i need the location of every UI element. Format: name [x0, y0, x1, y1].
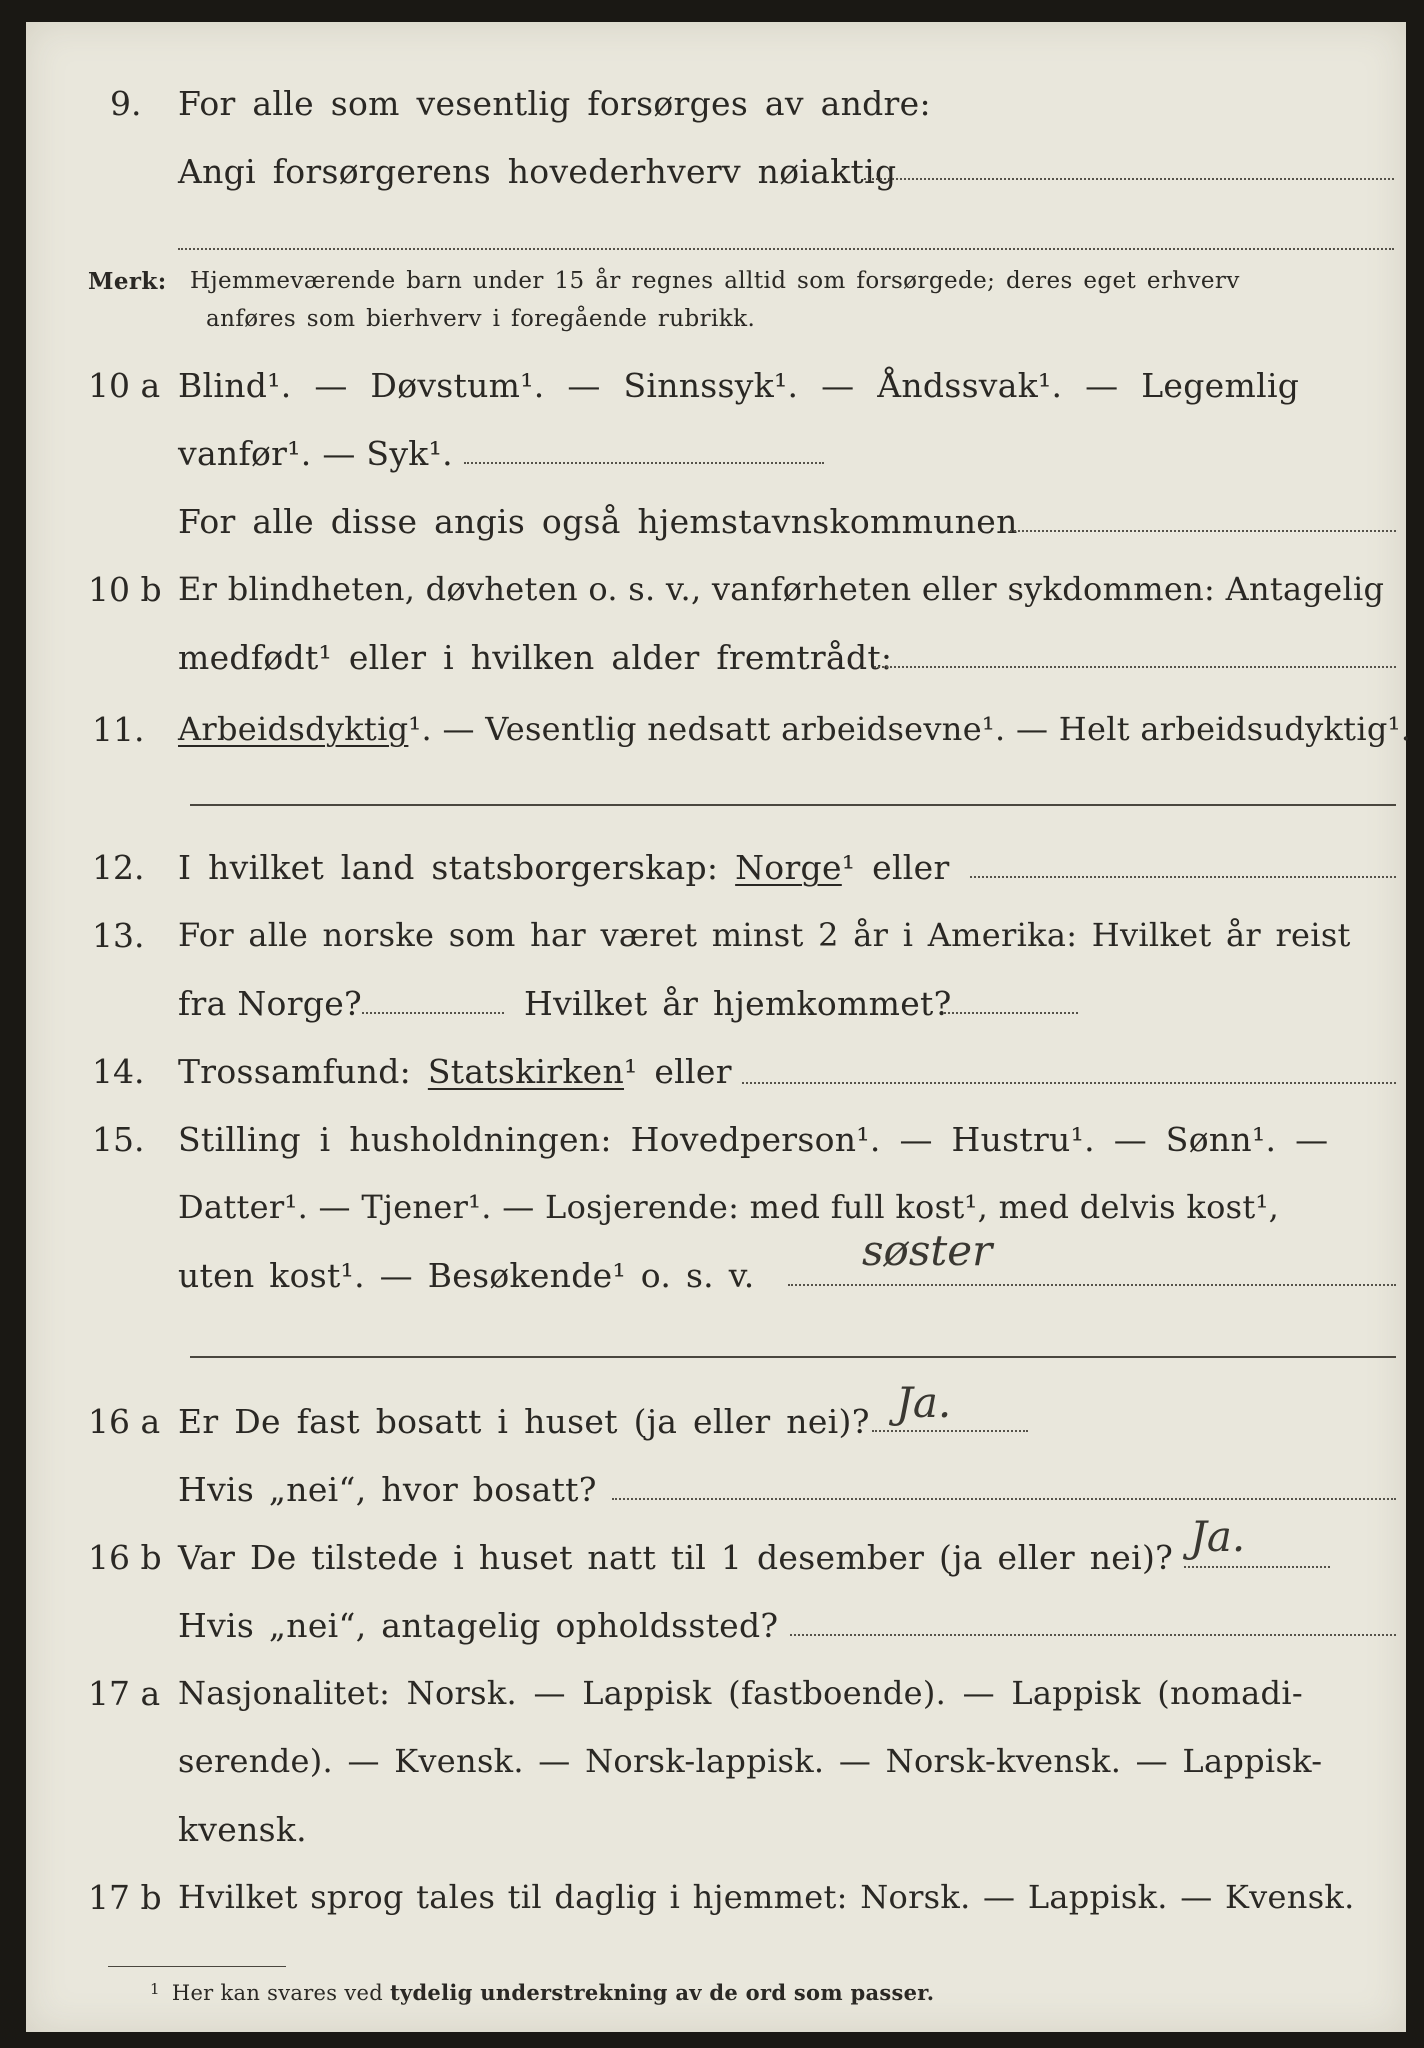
q13-line2b: Hvilket år hjemkommet?	[524, 984, 952, 1023]
answer-line	[790, 1634, 1396, 1636]
q9-line1: For alle som vesentlig forsørges av andre:	[178, 84, 931, 123]
answer-line	[178, 248, 1394, 250]
q12-line	[178, 848, 950, 887]
answer-line	[1010, 530, 1396, 532]
q11-line	[178, 710, 1411, 748]
question-number: 16 b	[88, 1538, 162, 1577]
q13-line1: For alle norske som har været minst 2 år i Amerika: Hvilket år reist	[178, 916, 1351, 954]
merk-line2: anføres som bierhverv i foregående rubrikk.	[206, 306, 756, 332]
q16b-line2: Hvis „nei“, antagelig opholdssted?	[178, 1606, 779, 1645]
answer-line	[874, 666, 1396, 668]
handwritten-answer: Ja.	[1190, 1512, 1246, 1561]
merk-line1: Hjemmeværende barn under 15 år regnes alltid som forsørgede; deres eget erhverv	[190, 268, 1240, 294]
q13-line2a: fra Norge?	[178, 984, 363, 1023]
answer-line	[944, 1012, 1078, 1014]
answer-line	[190, 1356, 1396, 1358]
question-number: 10 a	[88, 366, 161, 405]
answer-line	[788, 1284, 1396, 1286]
handwritten-answer: søster	[862, 1226, 993, 1275]
q15-line1: Stilling i husholdningen: Hovedperson¹. — Hustru¹. — Sønn¹. —	[178, 1120, 1329, 1159]
question-number: 12.	[92, 848, 145, 887]
q17a-line2: serende). — Kvensk. — Norsk-lappisk. — Norsk-kvensk. — Lappisk-	[178, 1742, 1323, 1780]
q16a-line2: Hvis „nei“, hvor bosatt?	[178, 1470, 597, 1509]
footnote	[150, 1980, 934, 2005]
census-form-page	[26, 22, 1412, 2032]
merk-label: Merk:	[88, 268, 167, 295]
question-number: 13.	[92, 916, 145, 955]
question-number: 10 b	[88, 570, 162, 609]
question-number: 9.	[110, 84, 142, 123]
footnote-divider	[108, 1966, 286, 1967]
q11-rest: ¹. — Vesentlig nedsatt arbeidsevne¹. — Helt arbeidsudyktig¹.	[408, 710, 1412, 748]
q16b-line1: Var De tilstede i huset natt til 1 desember (ja eller nei)?	[178, 1538, 1174, 1577]
question-number: 15.	[92, 1120, 145, 1159]
question-number: 14.	[92, 1052, 145, 1091]
footnote-emphasis: tydelig understrekning av de ord som passer.	[389, 1980, 935, 2005]
q14-suffix: ¹ eller	[624, 1052, 732, 1091]
footnote-text: Her kan svares ved	[171, 1981, 390, 2005]
q10b-line2: medfødt¹ eller i hvilken alder fremtrådt:	[178, 638, 893, 677]
q14-line	[178, 1052, 732, 1091]
answer-line	[612, 1498, 1396, 1500]
answer-line	[190, 804, 1396, 806]
q10a-line2: vanfør¹. — Syk¹.	[178, 434, 453, 473]
selected-option: Norge	[735, 848, 842, 887]
answer-line	[864, 178, 1394, 180]
selected-option: Statskirken	[427, 1052, 625, 1091]
answer-line	[872, 1430, 1028, 1432]
answer-line	[970, 876, 1396, 878]
q10a-line1: Blind¹. — Døvstum¹. — Sinnssyk¹. — Åndssvak¹. — Legemlig	[178, 366, 1300, 405]
q14-prefix: Trossamfund:	[178, 1052, 412, 1091]
question-number: 16 a	[88, 1402, 161, 1441]
answer-line	[1184, 1566, 1330, 1568]
answer-line	[362, 1012, 504, 1014]
q10b-line1: Er blindheten, døvheten o. s. v., vanførheten eller sykdommen: Antagelig	[178, 570, 1385, 608]
answer-line	[742, 1082, 1396, 1084]
handwritten-answer: Ja.	[896, 1378, 952, 1427]
q17b-line1: Hvilket sprog tales til daglig i hjemmet: Norsk. — Lappisk. — Kvensk.	[178, 1878, 1355, 1916]
footnote-mark: 1	[150, 1980, 160, 1998]
question-number: 17 b	[88, 1878, 162, 1917]
q12-suffix: ¹ eller	[841, 848, 950, 887]
q10a-line3: For alle disse angis også hjemstavnskommunen	[178, 502, 1018, 541]
answer-line	[464, 462, 824, 464]
selected-option: Arbeidsdyktig	[178, 710, 409, 748]
q16a-line1: Er De fast bosatt i huset (ja eller nei)?	[178, 1402, 870, 1441]
q15-line3: uten kost¹. — Besøkende¹ o. s. v.	[178, 1256, 755, 1295]
q17a-line3: kvensk.	[178, 1810, 307, 1849]
q15-line2: Datter¹. — Tjener¹. — Losjerende: med full kost¹, med delvis kost¹,	[178, 1188, 1280, 1226]
q9-line2: Angi forsørgerens hovederhverv nøiaktig	[178, 152, 897, 191]
question-number: 11.	[92, 710, 145, 749]
question-number: 17 a	[88, 1674, 161, 1713]
q12-prefix: I hvilket land statsborgerskap:	[178, 848, 719, 887]
q17a-line1: Nasjonalitet: Norsk. — Lappisk (fastboende). — Lappisk (nomadi-	[178, 1674, 1303, 1712]
